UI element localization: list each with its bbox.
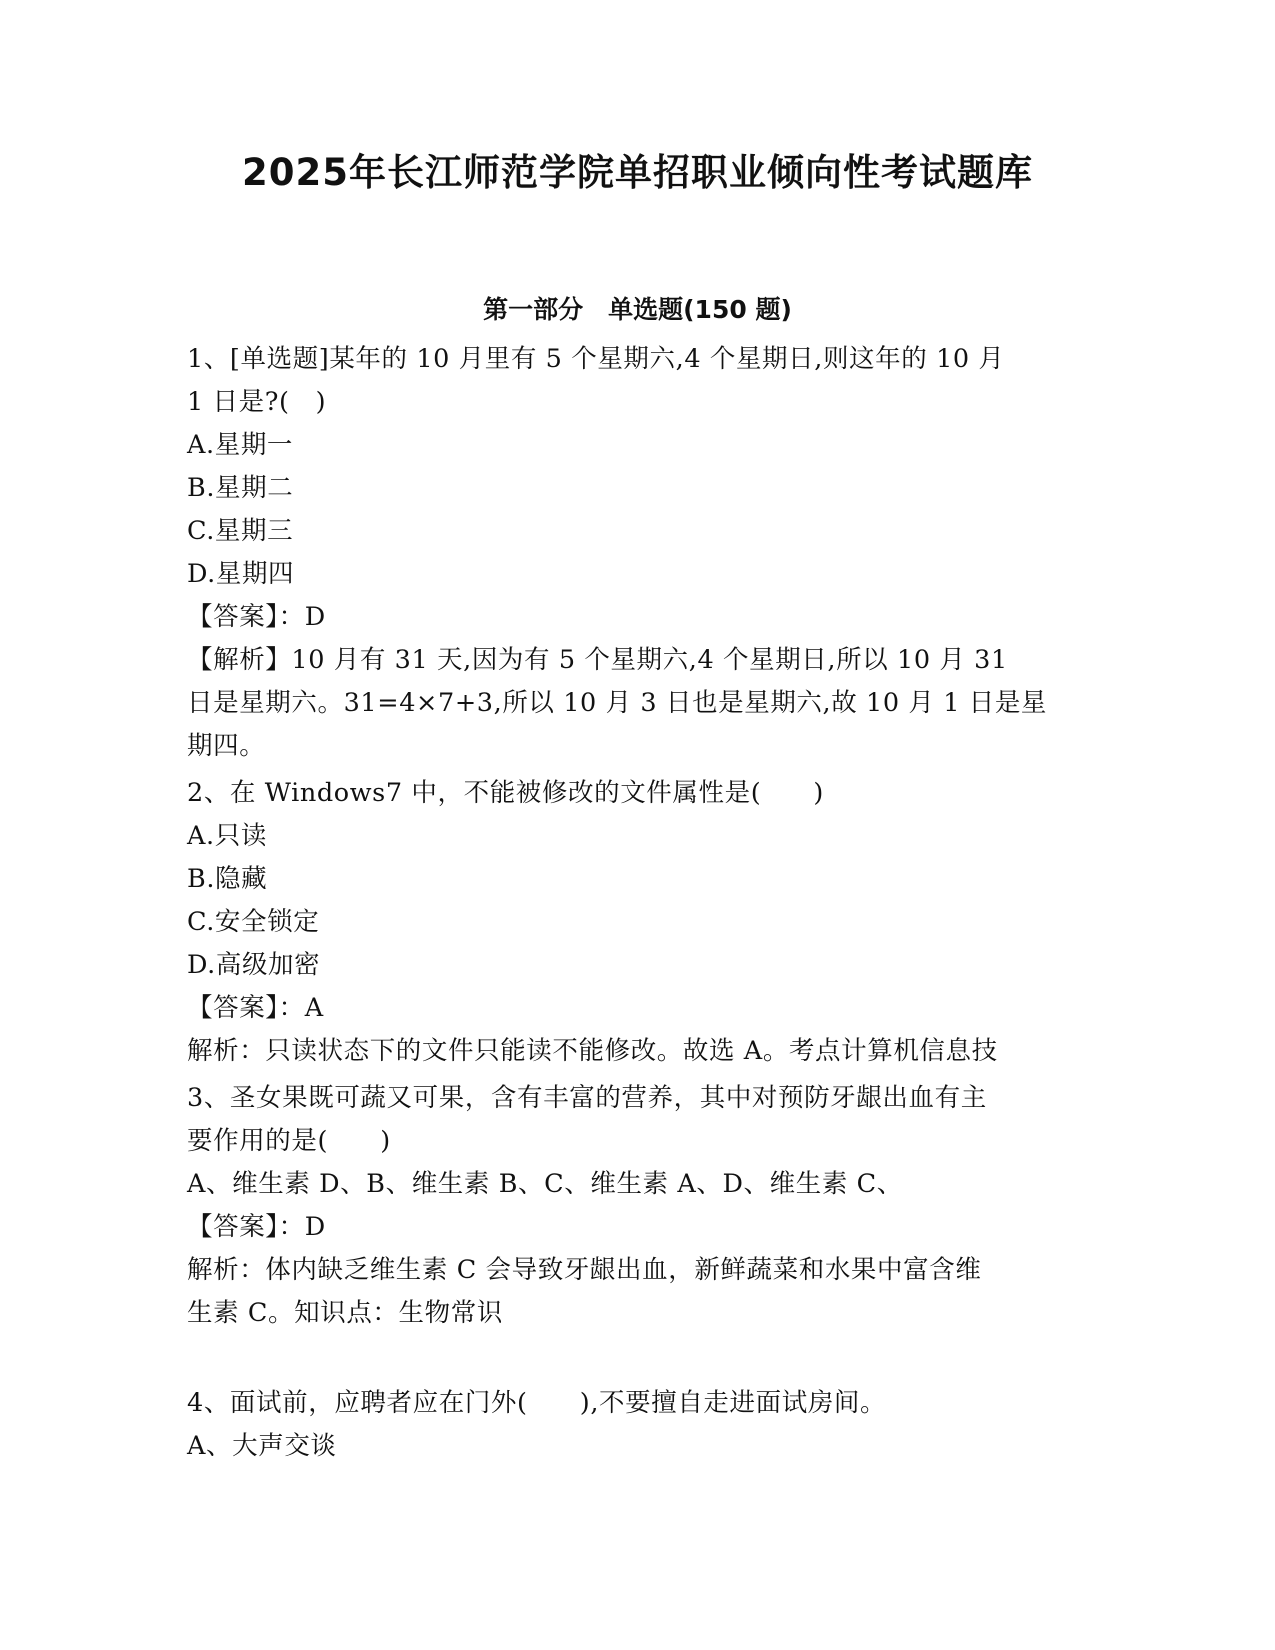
option-b: B.隐藏	[187, 864, 268, 894]
question-text-line: 1 日是?( )	[187, 387, 327, 417]
analysis-line: 日是星期六。31=4×7+3,所以 10 月 3 日也是星期六,故 10 月 1 日是星	[187, 688, 1048, 718]
option-d: D.高级加密	[187, 950, 321, 980]
option-a: A、大声交谈	[187, 1431, 337, 1461]
question-2	[187, 772, 1087, 1073]
analysis-line: 【解析】10 月有 31 天,因为有 5 个星期六,4 个星期日,所以 10 月 31	[187, 645, 1008, 675]
question-4	[187, 1382, 1087, 1468]
analysis-line: 解析：只读状态下的文件只能读不能修改。故选 A。考点计算机信息技	[187, 1036, 998, 1066]
question-1	[187, 338, 1087, 768]
question-text-line: 1、[单选题]某年的 10 月里有 5 个星期六,4 个星期日,则这年的 10 月	[187, 344, 1005, 374]
analysis-line: 生素 C。知识点：生物常识	[187, 1298, 503, 1328]
options-line: A、维生素 D、B、维生素 B、C、维生素 A、D、维生素 C、	[187, 1169, 903, 1199]
question-text-line: 2、在 Windows7 中，不能被修改的文件属性是( )	[187, 778, 824, 808]
answer-line: 【答案】：D	[187, 602, 326, 632]
document-title: 2025年长江师范学院单招职业倾向性考试题库	[242, 151, 1033, 194]
option-a: A.星期一	[187, 430, 294, 460]
question-text-line: 3、圣女果既可蔬又可果，含有丰富的营养，其中对预防牙龈出血有主	[187, 1083, 987, 1113]
question-3	[187, 1077, 1087, 1335]
question-text-line: 要作用的是( )	[187, 1126, 391, 1156]
section-title: 第一部分 单选题(150 题)	[483, 295, 792, 324]
option-d: D.星期四	[187, 559, 295, 589]
analysis-line: 期四。	[187, 731, 266, 761]
option-c: C.安全锁定	[187, 907, 320, 937]
answer-line: 【答案】：D	[187, 1212, 326, 1242]
question-text-line: 4、面试前，应聘者应在门外( ),不要擅自走进面试房间。	[187, 1388, 887, 1418]
analysis-line: 解析：体内缺乏维生素 C 会导致牙龈出血，新鲜蔬菜和水果中富含维	[187, 1255, 982, 1285]
answer-line: 【答案】：A	[187, 993, 324, 1023]
option-a: A.只读	[187, 821, 267, 851]
option-c: C.星期三	[187, 516, 294, 546]
option-b: B.星期二	[187, 473, 294, 503]
